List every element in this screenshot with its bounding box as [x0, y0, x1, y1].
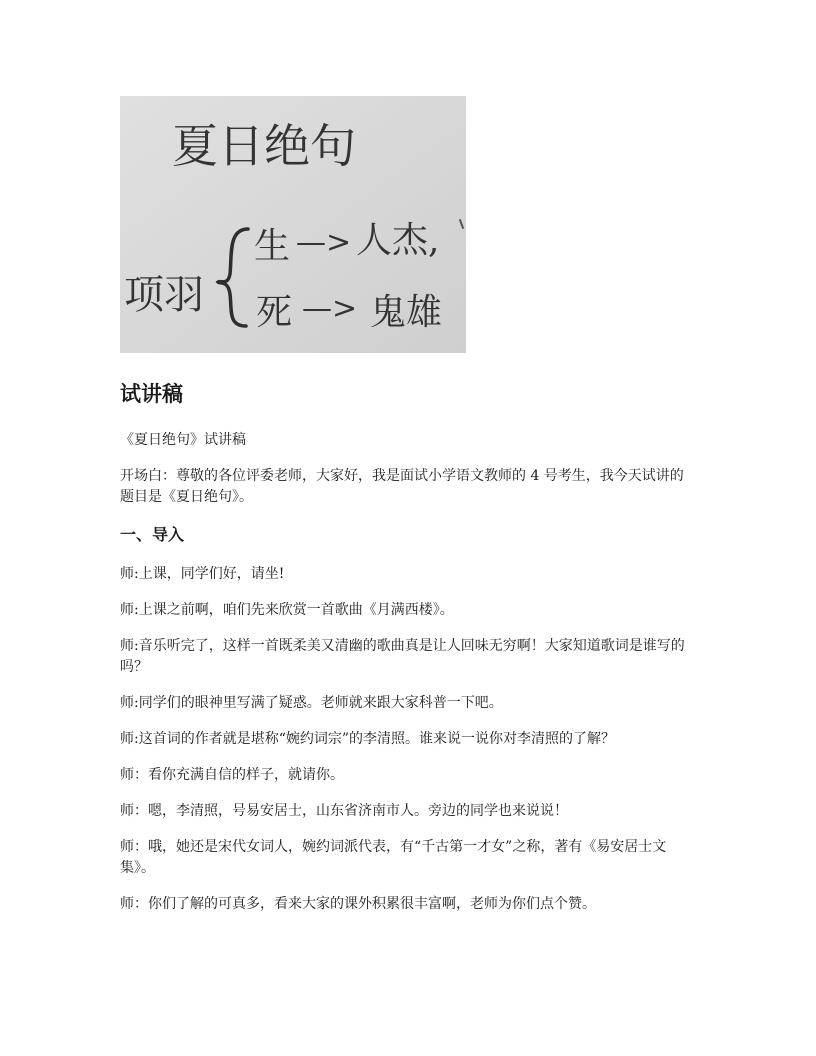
handwritten-branch-2-left: 死: [256, 292, 293, 333]
handwritten-title: 夏日绝句: [172, 119, 356, 173]
section-heading-intro: 一、导入: [120, 525, 185, 544]
document-title: 试讲稿: [120, 382, 183, 406]
dialogue-line: 师:同学们的眼神里写满了疑惑。老师就来跟大家科普一下吧。: [120, 695, 503, 711]
handwritten-arrow-1: —>: [296, 225, 352, 260]
opening-remarks: 开场白：尊敬的各位评委老师，大家好，我是面试小学语文教师的 4 号考生，我今天试讲的题目是《夏日绝句》。: [120, 468, 684, 505]
dialogue-line: 师：看你充满自信的样子，就请你。: [120, 767, 344, 783]
handwritten-branch-1-right: 人杰,: [356, 220, 440, 261]
dialogue-line: 师:上课，同学们好，请坐!: [120, 566, 285, 582]
dialogue-line: 师:这首词的作者就是堪称“婉约词宗”的李清照。谁来说一说你对李清照的了解？: [120, 731, 616, 747]
handwriting-drawing: [120, 96, 466, 353]
dialogue-line: 师：哦，她还是宋代女词人，婉约词派代表，有“千古第一才女”之称，著有《易安居士文集》。: [120, 839, 667, 876]
handwritten-branch-1-left: 生: [254, 226, 291, 267]
handwritten-branch-2-right: 鬼雄: [370, 292, 443, 333]
dialogue-line: 师:上课之前啊，咱们先来欣赏一首歌曲《月满西楼》。: [120, 602, 454, 618]
handwritten-arrow-2: —>: [302, 291, 358, 326]
handwritten-subject: 项羽: [124, 272, 204, 318]
dialogue-line: 师：你们了解的可真多，看来大家的课外积累很丰富啊，老师为你们点个赞。: [120, 896, 596, 912]
dialogue-line: 师：嗯，李清照，号易安居士，山东省济南市人。旁边的同学也来说说！: [120, 803, 568, 819]
document-body: [120, 430, 696, 930]
handwritten-note-photo: [120, 96, 466, 353]
script-title-line: 《夏日绝句》试讲稿: [120, 432, 246, 448]
dialogue-line: 师:音乐听完了，这样一首既柔美又清幽的歌曲真是让人回味无穷啊！大家知道歌词是谁写的吗？: [120, 638, 685, 675]
